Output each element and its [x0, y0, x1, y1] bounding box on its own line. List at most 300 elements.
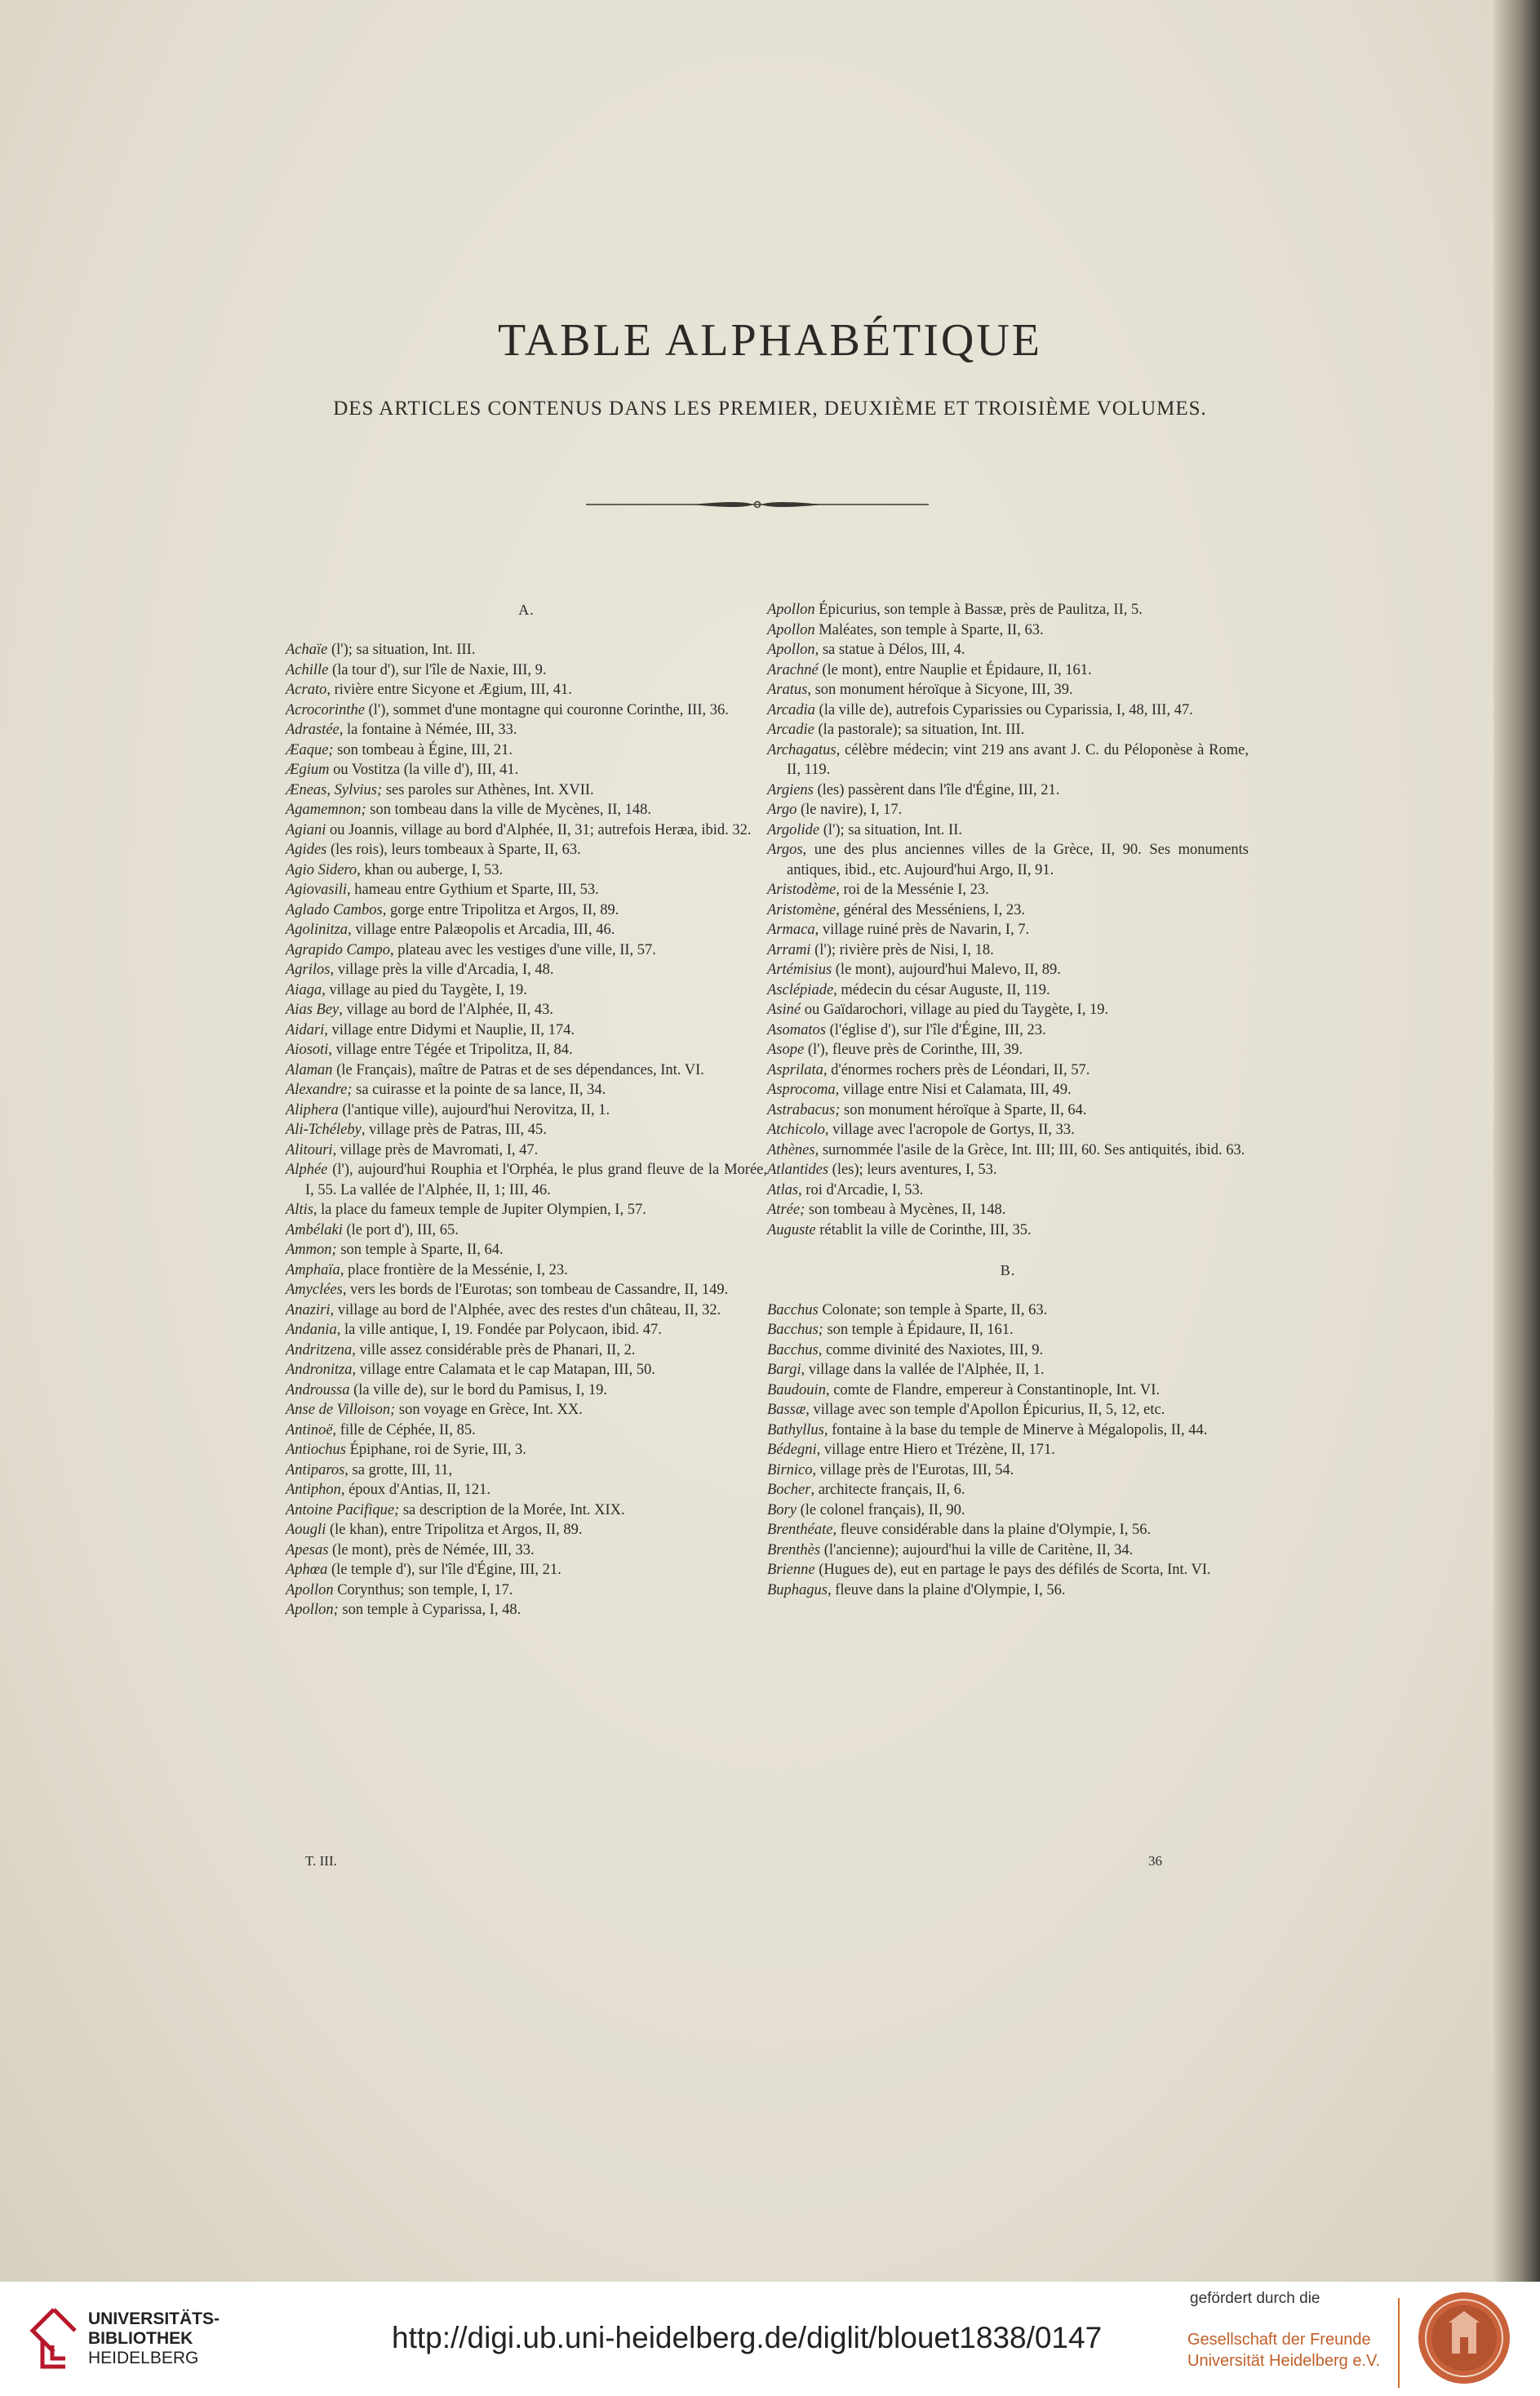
- entry-text: (le colonel français), II, 90.: [796, 1501, 965, 1518]
- entry-list-a-left: [286, 640, 767, 1620]
- entry-name: Arcadie: [767, 722, 814, 738]
- entry-name: Bédegni: [767, 1442, 817, 1458]
- entry-name: Atlas: [767, 1181, 799, 1198]
- entry-text: son temple à Sparte, II, 64.: [336, 1242, 504, 1258]
- entry-text: , sa grotte, III, 11,: [344, 1461, 453, 1478]
- entry-text: Épicurius, son temple à Bassæ, près de Paulitza, II, 5.: [814, 602, 1143, 618]
- entry-name: Argiens: [767, 781, 814, 798]
- entry-name: Baudouin: [767, 1381, 826, 1398]
- entry-name: Aias Bey: [286, 1002, 340, 1018]
- entry-name: Brienne: [767, 1562, 815, 1578]
- entry-name: Agides: [286, 842, 327, 858]
- section-letter-b: B.: [1000, 1261, 1016, 1278]
- entry-text: (le khan), entre Tripolitza et Argos, II, 89.: [326, 1522, 583, 1538]
- entry-name: Aliphera: [286, 1101, 339, 1118]
- entry-text: (l'); sa situation, Int. II.: [819, 821, 962, 838]
- entry-name: Agrapido Campo: [286, 941, 390, 958]
- index-entry: [767, 640, 1249, 660]
- entry-name: Artémisius: [767, 962, 832, 978]
- entry-name: Antiparos: [286, 1461, 345, 1478]
- index-entry: [286, 1000, 767, 1020]
- index-entry: [286, 1580, 767, 1601]
- entry-text: , d'énormes rochers près de Léondari, II, 57.: [823, 1061, 1090, 1078]
- index-entry: [767, 700, 1249, 721]
- entry-list-a-right: [767, 600, 1249, 1240]
- entry-name: Andania: [286, 1322, 337, 1338]
- entry-name: Antoine Pacifique;: [286, 1501, 400, 1518]
- index-entry: [767, 1220, 1249, 1241]
- entry-text: , village au pied du Taygète, I, 19.: [322, 981, 527, 998]
- entry-text: (le port d'), III, 65.: [342, 1221, 459, 1238]
- society-name: [1187, 2329, 1380, 2372]
- index-entry: [767, 1000, 1249, 1020]
- volume-folio: T. III.: [305, 1853, 337, 1869]
- entry-text: Corynthus; son temple, I, 17.: [333, 1581, 513, 1598]
- entry-name: Achille: [286, 661, 329, 678]
- entry-name: Acrocorinthe: [286, 701, 365, 718]
- entry-name: Arcadia: [767, 701, 815, 718]
- entry-text: (le navire), I, 17.: [797, 802, 903, 818]
- entry-text: , célèbre médecin; vint 219 ans avant J. C. du Péloponèse à Rome, II, 119.: [787, 741, 1249, 778]
- entry-name: Agolinitza: [286, 922, 348, 938]
- entry-name: Atchicolo: [767, 1122, 825, 1138]
- entry-name: Bacchus;: [767, 1322, 823, 1338]
- digital-object-url[interactable]: http://digi.ub.uni-heidelberg.de/diglit/blouet1838/0147: [392, 2321, 1103, 2354]
- entry-text: , fontaine à la base du temple de Minerve à Mégalopolis, II, 44.: [823, 1421, 1208, 1438]
- entry-text: (le mont), aujourd'hui Malevo, II, 89.: [832, 962, 1061, 978]
- entry-text: (le temple d'), sur l'île d'Égine, III, 21.: [327, 1562, 561, 1578]
- entry-text: , village entre Hiero et Trézène, II, 171.: [816, 1442, 1055, 1458]
- entry-text: , roi de la Messénie I, 23.: [836, 882, 989, 898]
- entry-text: son voyage en Grèce, Int. XX.: [395, 1402, 583, 1418]
- entry-name: Achaïe: [286, 642, 328, 658]
- index-entry: [286, 1460, 767, 1481]
- entry-name: Astrabacus;: [767, 1101, 841, 1118]
- index-entry: [767, 1540, 1249, 1561]
- entry-name: Bory: [767, 1501, 797, 1518]
- entry-name: Anaziri: [286, 1301, 331, 1318]
- entry-name: Æneas, Sylvius;: [286, 781, 383, 798]
- index-entry: [767, 600, 1249, 620]
- entry-text: (l'église d'), sur l'île d'Égine, III, 23.: [825, 1021, 1046, 1038]
- entry-name: Alphée: [286, 1162, 328, 1178]
- entry-text: gorge entre Tripolitza et Argos, II, 89.: [386, 901, 619, 918]
- entry-name: Aristomène: [767, 901, 837, 918]
- index-entry: [286, 1360, 767, 1380]
- index-entry: [767, 940, 1249, 961]
- entry-text: (la ville de), autrefois Cyparissies ou Cyparissia, I, 48, III, 47.: [814, 701, 1193, 718]
- left-column: [286, 600, 767, 1620]
- entry-text: Épiphane, roi de Syrie, III, 3.: [346, 1442, 526, 1458]
- index-entry: [767, 1520, 1249, 1540]
- index-entry: [286, 1500, 767, 1521]
- entry-text: (l'), aujourd'hui Rouphia et l'Orphéa, le plus grand fleuve de la Morée, I, 55. La vallée de l'Alphée, II, 1; III, 46.: [305, 1162, 767, 1198]
- index-entry: [767, 1500, 1249, 1521]
- entry-name: Atlantides: [767, 1162, 829, 1178]
- index-entry: [286, 1320, 767, 1340]
- index-entry: [286, 1540, 767, 1561]
- index-entry: [286, 1080, 767, 1100]
- right-column: [767, 600, 1249, 1600]
- index-entry: [767, 1360, 1249, 1380]
- index-entry: [286, 1040, 767, 1060]
- index-entry: [767, 800, 1249, 820]
- ornamental-rule: [586, 495, 929, 514]
- entry-text: , époux d'Antias, II, 121.: [340, 1482, 491, 1498]
- index-entry: [286, 940, 767, 961]
- index-entry: [286, 1380, 767, 1401]
- entry-name: Agamemnon;: [286, 802, 366, 818]
- entry-text: , vers les bords de l'Eurotas; son tombeau de Cassandre, II, 149.: [342, 1282, 729, 1298]
- index-entry: [767, 1380, 1249, 1401]
- entry-text: ou Vostitza (la ville d'), III, 41.: [329, 762, 519, 778]
- entry-name: Anse de Villoison;: [286, 1402, 396, 1418]
- entry-name: Ali-Tchéleby: [286, 1122, 362, 1138]
- entry-text: son tombeau à Égine, III, 21.: [333, 741, 513, 758]
- entry-name: Asprocoma: [767, 1082, 836, 1098]
- index-entry: [767, 1020, 1249, 1041]
- entry-name: Aougli: [286, 1522, 326, 1538]
- entry-text: , général des Messéniens, I, 23.: [836, 901, 1025, 918]
- entry-text: Colonate; son temple à Sparte, II, 63.: [818, 1301, 1048, 1318]
- index-entry: [286, 1160, 767, 1200]
- index-entry: [286, 1140, 767, 1161]
- index-entry: [767, 1320, 1249, 1340]
- entry-text: (la pastorale); sa situation, Int. III.: [814, 722, 1025, 738]
- entry-text: , surnommée l'asile de la Grèce, Int. III; III, 60. Ses antiquités, ibid. 63.: [814, 1141, 1245, 1158]
- entry-name: Alaman: [286, 1061, 333, 1078]
- index-entry: [286, 1020, 767, 1041]
- entry-name: Argo: [767, 802, 797, 818]
- entry-text: (Hugues de), eut en partage le pays des défilés de Scorta, Int. VI.: [814, 1562, 1211, 1578]
- entry-text: (le Français), maître de Patras et de ses dépendances, Int. VI.: [332, 1061, 704, 1078]
- index-entry: [767, 680, 1249, 700]
- index-entry: [767, 620, 1249, 641]
- entry-text: son tombeau dans la ville de Mycènes, II, 148.: [366, 802, 652, 818]
- entry-text: (les rois), leurs tombeaux à Sparte, II, 63.: [326, 842, 581, 858]
- entry-text: , village entre Tégée et Tripolitza, II, 84.: [328, 1042, 573, 1058]
- entry-text: , hameau entre Gythium et Sparte, III, 53.: [347, 882, 599, 898]
- entry-text: , comte de Flandre, empereur à Constantinople, Int. VI.: [825, 1381, 1161, 1398]
- section-letter-a: A.: [518, 602, 535, 618]
- entry-text: sa cuirasse et la pointe de sa lance, II, 34.: [352, 1082, 606, 1098]
- index-entry: [767, 1080, 1249, 1100]
- entry-name: Armaca: [767, 922, 815, 938]
- index-entry: [286, 1520, 767, 1540]
- entry-name: Auguste: [767, 1221, 816, 1238]
- index-entry: [767, 1200, 1249, 1220]
- index-entry: [286, 1220, 767, 1241]
- library-name: [88, 2309, 220, 2368]
- entry-name: Andronitza: [286, 1362, 353, 1378]
- page-title: TABLE ALPHABÉTIQUE: [497, 315, 1043, 366]
- index-entry: [286, 1100, 767, 1121]
- index-entry: [286, 1420, 767, 1441]
- entry-name: Bacchus: [767, 1301, 819, 1318]
- index-entry: [767, 740, 1249, 780]
- entry-text: , village entre Calamata et le cap Matapan, III, 50.: [352, 1362, 655, 1378]
- entry-text: (la tour d'), sur l'île de Naxie, III, 9.: [328, 661, 547, 678]
- index-entry: [767, 840, 1249, 880]
- index-entry: [286, 860, 767, 881]
- entry-text: , village près de l'Eurotas, III, 54.: [812, 1461, 1014, 1478]
- entry-text: ses paroles sur Athènes, Int. XVII.: [382, 781, 594, 798]
- entry-name: Agiovasili: [286, 882, 348, 898]
- index-entry: [767, 1560, 1249, 1580]
- index-entry: [767, 880, 1249, 900]
- entry-text: son temple à Épidaure, II, 161.: [823, 1322, 1014, 1338]
- page-number: 36: [1148, 1853, 1162, 1869]
- index-entry: [286, 880, 767, 900]
- entry-text: (l'), sommet d'une montagne qui couronne Corinthe, III, 36.: [364, 701, 729, 718]
- entry-name: Asomatos: [767, 1021, 826, 1038]
- index-entry: [286, 740, 767, 761]
- index-entry: [767, 900, 1249, 921]
- entry-name: Æaque;: [286, 741, 334, 758]
- entry-name: Arachné: [767, 661, 819, 678]
- entry-text: (l'), fleuve près de Corinthe, III, 39.: [804, 1042, 1023, 1058]
- entry-text: , village au bord de l'Alphée, avec des restes d'un château, II, 32.: [330, 1301, 721, 1318]
- entry-text: , village entre Palæopolis et Arcadia, III, 46.: [348, 922, 615, 938]
- index-entry: [286, 1560, 767, 1580]
- entry-text: , village avec son temple d'Apollon Épicurius, II, 5, 12, etc.: [806, 1402, 1165, 1418]
- entry-name: Altis: [286, 1202, 313, 1218]
- entry-name: Asprilata: [767, 1061, 823, 1078]
- entry-name: Apollon: [767, 621, 815, 638]
- index-entry: [286, 1600, 767, 1620]
- index-entry: [767, 960, 1249, 980]
- entry-name: Apesas: [286, 1541, 329, 1558]
- entry-text: , son monument héroïque à Sicyone, III, 39.: [807, 682, 1073, 698]
- entry-text: , place frontière de la Messénie, I, 23.: [340, 1261, 568, 1278]
- index-entry: [767, 1160, 1249, 1180]
- entry-name: Atrée;: [767, 1202, 806, 1218]
- entry-text: , village dans la vallée de l'Alphée, II, 1.: [801, 1362, 1045, 1378]
- index-entry: [286, 800, 767, 820]
- entry-name: Apollon: [286, 1581, 334, 1598]
- entry-name: Acrato: [286, 682, 327, 698]
- entry-name: Agrilos: [286, 962, 331, 978]
- entry-text: (le mont), entre Nauplie et Épidaure, II, 161.: [818, 661, 1092, 678]
- index-entry: [286, 1060, 767, 1081]
- index-entry: [767, 1460, 1249, 1481]
- index-entry: [767, 1440, 1249, 1460]
- entry-name: Aglado Cambos,: [286, 901, 387, 918]
- entry-text: , khan ou auberge, I, 53.: [357, 861, 504, 878]
- entry-text: ou Gaïdarochori, village au pied du Taygète, I, 19.: [801, 1002, 1109, 1018]
- entry-name: Bacchus: [767, 1341, 819, 1358]
- entry-name: Bocher: [767, 1482, 811, 1498]
- entry-text: son temple à Cyparissa, I, 48.: [338, 1602, 521, 1618]
- entry-name: Apollon: [767, 602, 815, 618]
- entry-name: Ægium: [286, 762, 330, 778]
- entry-text: sa description de la Morée, Int. XIX.: [399, 1501, 625, 1518]
- entry-name: Bathyllus: [767, 1421, 824, 1438]
- library-name-line3: HEIDELBERG: [88, 2349, 199, 2367]
- index-entry: [286, 980, 767, 1001]
- library-name-line1: UNIVERSITÄTS-: [88, 2309, 220, 2328]
- index-entry: [767, 1100, 1249, 1121]
- entry-text: , rivière entre Sicyone et Ægium, III, 41.: [326, 682, 572, 698]
- entry-name: Athènes: [767, 1141, 815, 1158]
- entry-name: Arrami: [767, 941, 811, 958]
- entry-name: Aiosoti: [286, 1042, 329, 1058]
- index-entry: [767, 1400, 1249, 1420]
- index-entry: [767, 1580, 1249, 1601]
- index-entry: [286, 1440, 767, 1460]
- entry-text: , ville assez considérable près de Phanari, II, 2.: [352, 1341, 636, 1358]
- entry-text: ou Joannis, village au bord d'Alphée, II, 31; autrefois Heræa, ibid. 32.: [326, 821, 752, 838]
- entry-name: Alitouri: [286, 1141, 333, 1158]
- index-entry: [286, 660, 767, 681]
- index-entry: [286, 640, 767, 660]
- index-entry: [286, 820, 767, 841]
- index-entry: [767, 720, 1249, 740]
- index-entry: [767, 920, 1249, 940]
- entry-name: Bargi: [767, 1362, 801, 1378]
- entry-name: Antiphon: [286, 1482, 341, 1498]
- entry-text: (l'antique ville), aujourd'hui Nerovitza, II, 1.: [338, 1101, 610, 1118]
- entry-name: Asiné: [767, 1002, 801, 1018]
- entry-name: Birnico: [767, 1461, 813, 1478]
- index-entry: [286, 1120, 767, 1140]
- university-seal-icon: [1416, 2290, 1512, 2386]
- index-entry: [286, 780, 767, 801]
- entry-name: Aratus: [767, 682, 808, 698]
- entry-name: Agio Sidero: [286, 861, 357, 878]
- entry-name: Androussa: [286, 1381, 350, 1398]
- entry-text: (l'); sa situation, Int. III.: [327, 642, 476, 658]
- university-library-logo-icon: [29, 2306, 78, 2372]
- entry-text: , comme divinité des Naxiotes, III, 9.: [818, 1341, 1044, 1358]
- entry-name: Bassæ: [767, 1402, 806, 1418]
- entry-text: (l'ancienne); aujourd'hui la ville de Caritène, II, 34.: [820, 1541, 1134, 1558]
- index-entry: [286, 1200, 767, 1220]
- entry-name: Andritzena: [286, 1341, 353, 1358]
- entry-name: Argolide: [767, 821, 820, 838]
- society-name-line2: Universität Heidelberg e.V.: [1187, 2352, 1381, 2370]
- entry-name: Archagatus: [767, 741, 837, 758]
- entry-text: rétablit la ville de Corinthe, III, 35.: [815, 1221, 1032, 1238]
- index-entry: [286, 900, 767, 921]
- footer-bar: [0, 2282, 1540, 2396]
- entry-name: Apollon;: [286, 1602, 339, 1618]
- index-entry: [286, 1260, 767, 1281]
- index-entry: [286, 840, 767, 860]
- entry-name: Aidari: [286, 1021, 325, 1038]
- index-entry: [767, 820, 1249, 841]
- index-entry: [767, 1340, 1249, 1361]
- entry-text: , sa statue à Délos, III, 4.: [814, 642, 965, 658]
- entry-name: Buphagus: [767, 1581, 828, 1598]
- entry-text: , village avec l'acropole de Gortys, II, 33.: [824, 1122, 1075, 1138]
- entry-text: (la ville de), sur le bord du Pamisus, I, 19.: [349, 1381, 607, 1398]
- entry-text: Maléates, son temple à Sparte, II, 63.: [814, 621, 1044, 638]
- entry-text: , la place du fameux temple de Jupiter Olympien, I, 57.: [313, 1202, 646, 1218]
- index-entry: [286, 1480, 767, 1500]
- index-entry: [767, 660, 1249, 681]
- index-entry: [286, 760, 767, 780]
- entry-text: , village entre Nisi et Calamata, III, 49.: [835, 1082, 1072, 1098]
- entry-text: , la ville antique, I, 19. Fondée par Polycaon, ibid. 47.: [336, 1322, 662, 1338]
- index-entry: [767, 980, 1249, 1001]
- index-entry: [286, 1400, 767, 1420]
- entry-text: , village près la ville d'Arcadia, I, 48.: [330, 962, 554, 978]
- entry-text: , la fontaine à Némée, III, 33.: [339, 722, 517, 738]
- entry-name: Argos: [767, 842, 803, 858]
- entry-text: , village ruiné près de Navarin, I, 7.: [814, 922, 1030, 938]
- entry-text: , village au bord de l'Alphée, II, 43.: [339, 1002, 554, 1018]
- index-entry: [767, 1300, 1249, 1321]
- entry-name: Asclépiade: [767, 981, 834, 998]
- page-subtitle: DES ARTICLES CONTENUS DANS LES PREMIER, DEUXIÈME ET TROISIÈME VOLUMES.: [333, 398, 1207, 420]
- index-entry: [767, 1480, 1249, 1500]
- index-entry: [286, 960, 767, 980]
- entry-name: Brenthéate: [767, 1522, 833, 1538]
- index-entry: [767, 1040, 1249, 1060]
- entry-text: (les); leurs aventures, I, 53.: [828, 1162, 997, 1178]
- entry-name: Alexandre;: [286, 1082, 353, 1098]
- index-entry: [286, 1300, 767, 1321]
- entry-text: , roi d'Arcadie, I, 53.: [798, 1181, 924, 1198]
- entry-text: (l'); rivière près de Nisi, I, 18.: [810, 941, 994, 958]
- entry-name: Ammon;: [286, 1242, 337, 1258]
- index-entry: [286, 1340, 767, 1361]
- funded-by-label: gefördert durch die: [1190, 2290, 1320, 2307]
- entry-text: , village entre Didymi et Nauplie, II, 174.: [324, 1021, 575, 1038]
- library-name-line2: BIBLIOTHEK: [88, 2329, 193, 2348]
- entry-name: Antinoë: [286, 1421, 333, 1438]
- entry-text: , fleuve considérable dans la plaine d'Olympie, I, 56.: [832, 1522, 1152, 1538]
- entry-name: Adrastée: [286, 722, 340, 738]
- index-entry: [286, 700, 767, 721]
- index-entry: [767, 1120, 1249, 1140]
- footer-divider: [1398, 2298, 1400, 2388]
- entry-text: , village près de Mavromati, I, 47.: [332, 1141, 539, 1158]
- entry-text: , médecin du césar Auguste, II, 119.: [833, 981, 1050, 998]
- index-entry: [767, 1140, 1249, 1161]
- index-entry: [286, 1280, 767, 1300]
- index-entry: [767, 1420, 1249, 1441]
- index-entry: [767, 1180, 1249, 1201]
- entry-text: (le mont), près de Némée, III, 33.: [328, 1541, 535, 1558]
- entry-text: , plateau avec les vestiges d'une ville, II, 57.: [389, 941, 656, 958]
- entry-text: , fleuve dans la plaine d'Olympie, I, 56.: [828, 1581, 1066, 1598]
- entry-name: Amyclées: [286, 1282, 343, 1298]
- entry-name: Asope: [767, 1042, 805, 1058]
- index-entry: [286, 720, 767, 740]
- entry-name: Agiani: [286, 821, 326, 838]
- entry-text: son tombeau à Mycènes, II, 148.: [805, 1202, 1006, 1218]
- entry-text: , fille de Céphée, II, 85.: [332, 1421, 476, 1438]
- index-entry: [286, 680, 767, 700]
- entry-name: Apollon: [767, 642, 815, 658]
- entry-text: , architecte français, II, 6.: [810, 1482, 965, 1498]
- entry-name: Ambélaki: [286, 1221, 343, 1238]
- index-entry: [767, 780, 1249, 801]
- entry-name: Brenthès: [767, 1541, 821, 1558]
- entry-text: (les) passèrent dans l'île d'Égine, III, 21.: [813, 781, 1060, 798]
- society-name-line1: Gesellschaft der Freunde: [1187, 2331, 1371, 2349]
- entry-list-b: [767, 1300, 1249, 1601]
- entry-name: Aiaga: [286, 981, 322, 998]
- entry-name: Aphœa: [286, 1562, 328, 1578]
- index-entry: [286, 920, 767, 940]
- entry-name: Aristodème: [767, 882, 837, 898]
- index-entry: [286, 1240, 767, 1260]
- entry-text: , une des plus anciennes villes de la Grèce, II, 90. Ses monuments antiques, ibid., etc. Aujourd'hui Argo, II, 91.: [787, 842, 1249, 878]
- index-entry: [767, 1060, 1249, 1081]
